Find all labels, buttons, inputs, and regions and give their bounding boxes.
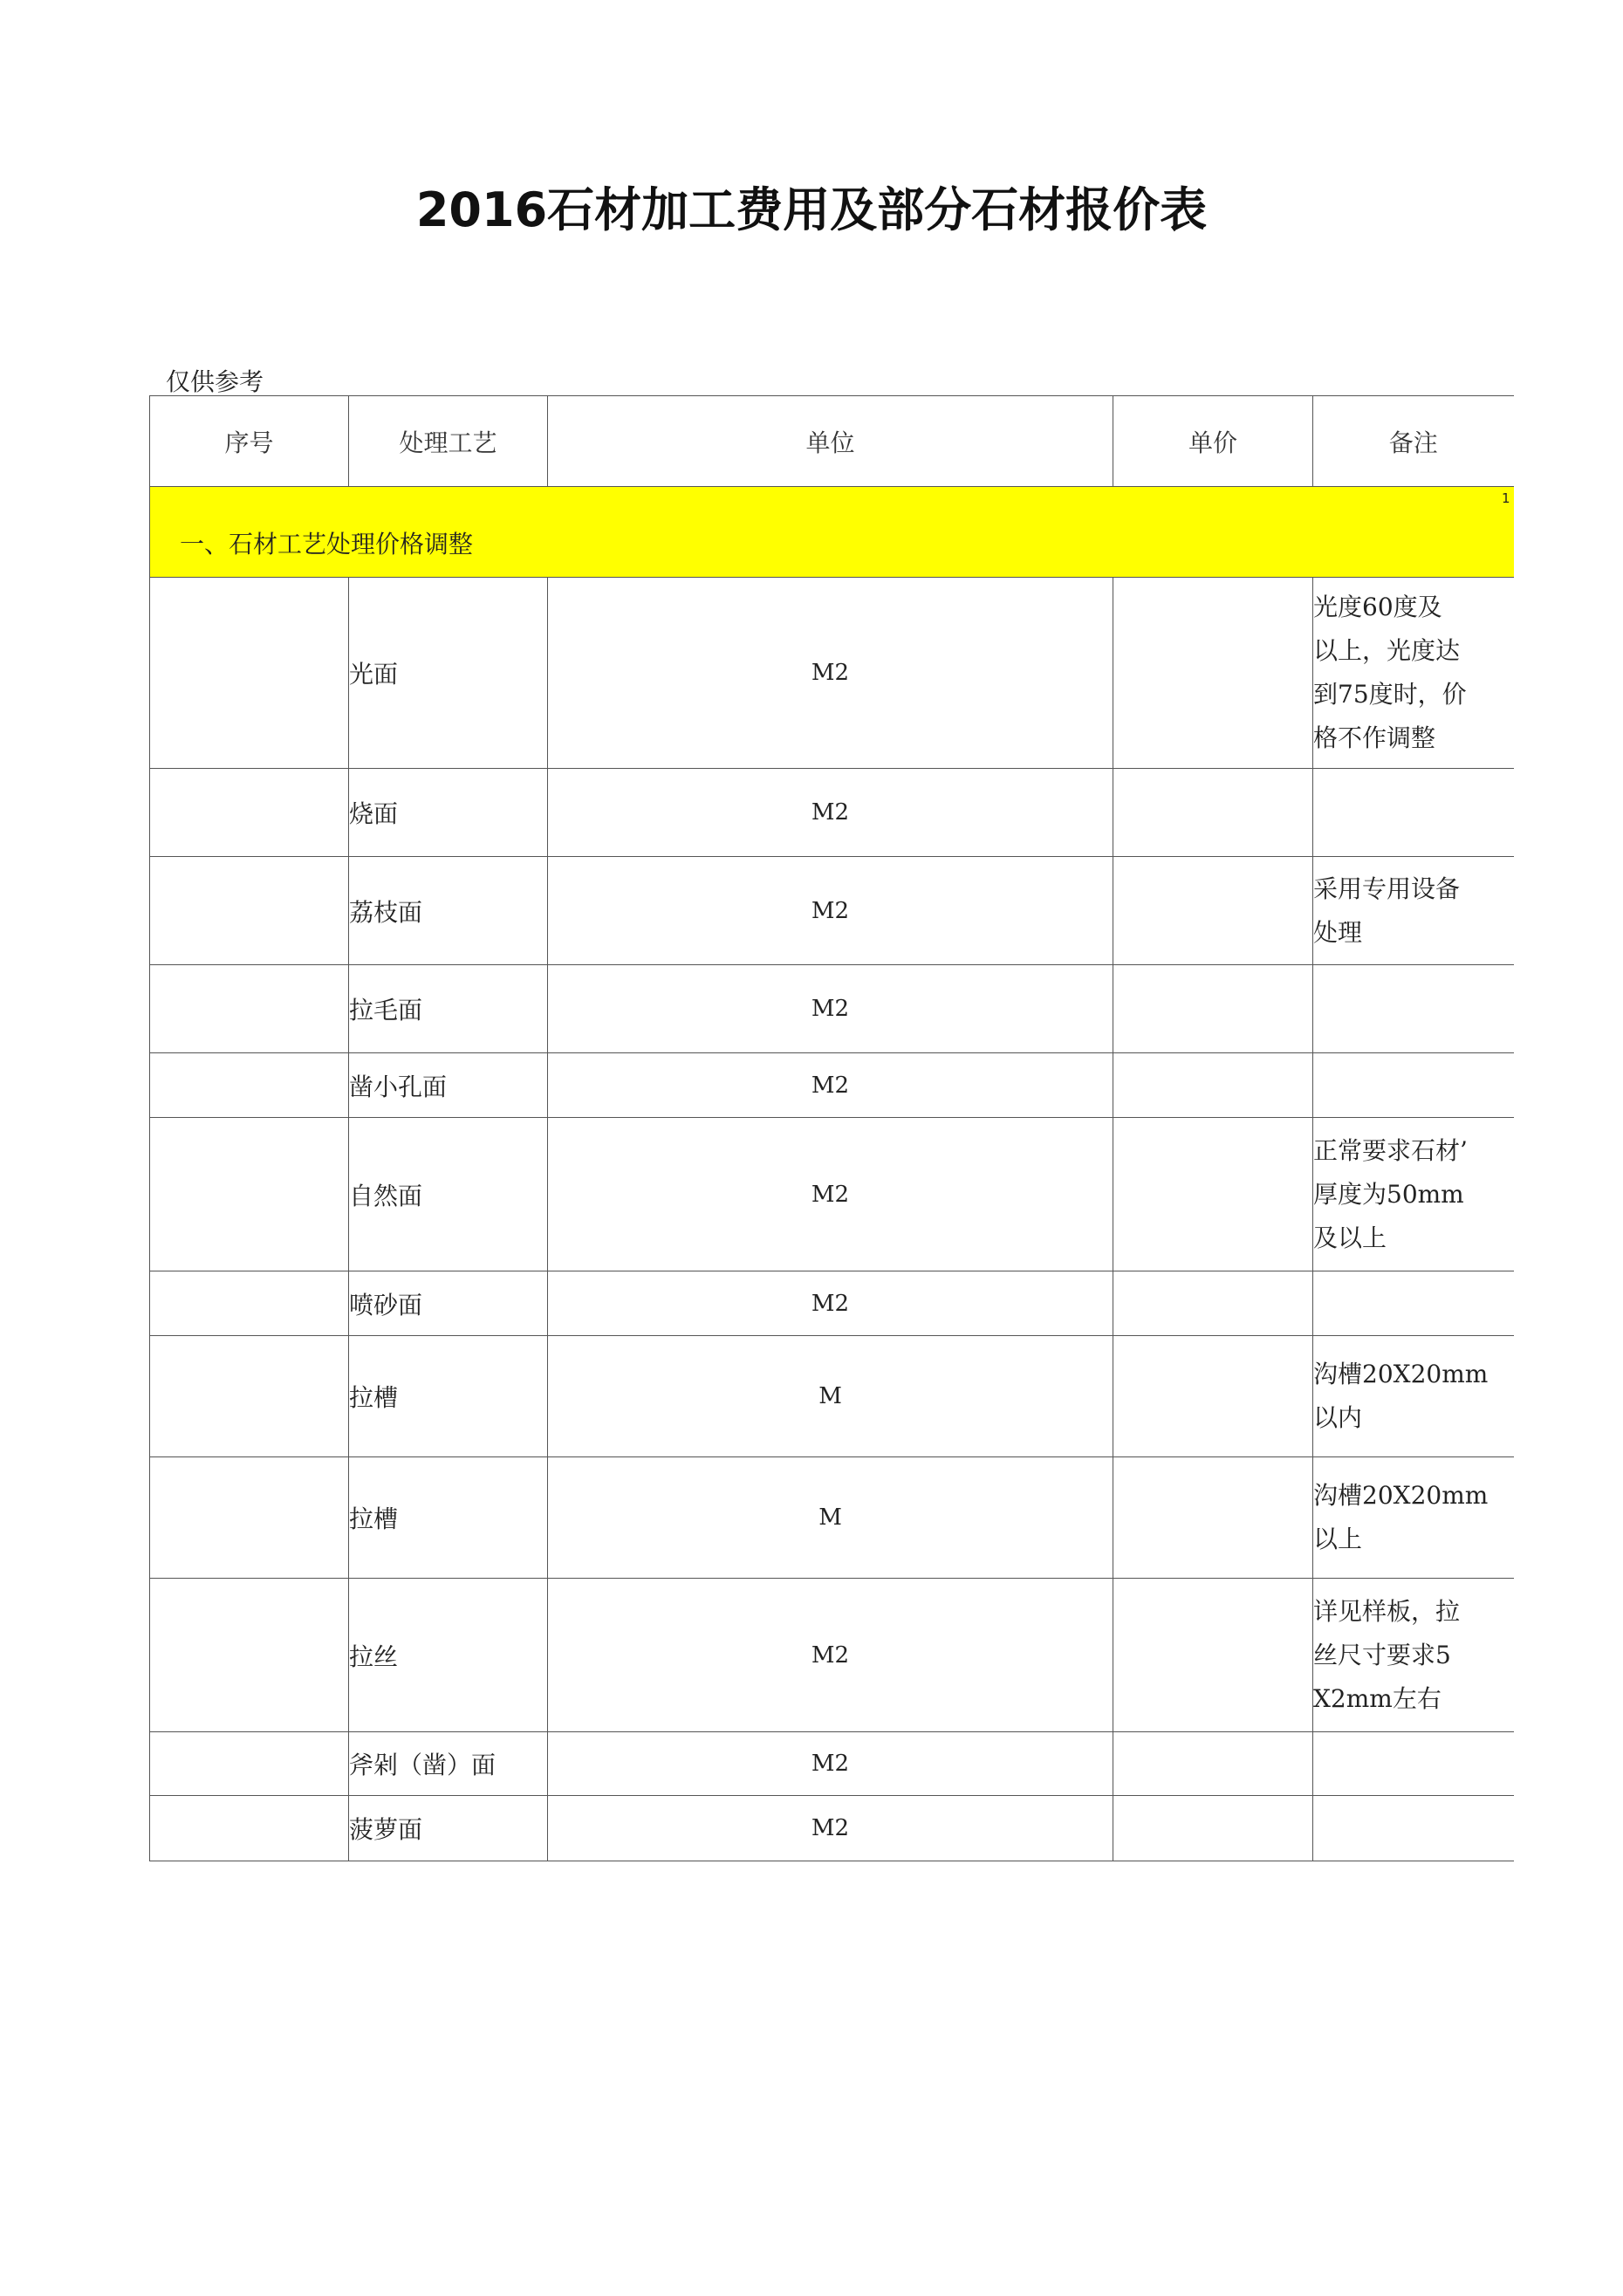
process-cell: 烧面 [349, 769, 548, 857]
process-cell: 斧剁（凿）面 [349, 1732, 548, 1796]
seq-cell [150, 1457, 349, 1579]
seq-cell [150, 1336, 349, 1457]
price-cell [1113, 857, 1313, 965]
price-table [149, 395, 1514, 1861]
note-cell [1313, 1796, 1514, 1861]
note-cell: 沟槽20X20mm 以上 [1313, 1457, 1514, 1579]
process-cell: 自然面 [349, 1118, 548, 1271]
note-cell [1313, 965, 1514, 1053]
unit-cell: M2 [548, 1271, 1113, 1336]
note-cell [1313, 1053, 1514, 1118]
price-cell [1113, 965, 1313, 1053]
unit-cell: M2 [548, 1579, 1113, 1732]
table-row [150, 1579, 1514, 1732]
seq-cell [150, 1796, 349, 1861]
header-unit: 单位 [548, 396, 1113, 487]
unit-cell: M [548, 1336, 1113, 1457]
section-mark: 1 [1501, 490, 1510, 506]
unit-cell: M [548, 1457, 1113, 1579]
table-row [150, 578, 1514, 769]
seq-cell [150, 1579, 349, 1732]
price-cell [1113, 1118, 1313, 1271]
note-cell: 光度60度及 以上，光度达 到75度时，价 格不作调整 [1313, 578, 1514, 769]
section-cell [150, 487, 1514, 578]
seq-cell [150, 1053, 349, 1118]
seq-cell [150, 1118, 349, 1271]
process-cell: 光面 [349, 578, 548, 769]
header-note: 备注 [1313, 396, 1514, 487]
table-row [150, 1053, 1514, 1118]
note-cell [1313, 1732, 1514, 1796]
process-cell: 喷砂面 [349, 1271, 548, 1336]
header-seq: 序号 [150, 396, 349, 487]
process-cell: 荔枝面 [349, 857, 548, 965]
unit-cell: M2 [548, 965, 1113, 1053]
price-cell [1113, 769, 1313, 857]
table-row [150, 1732, 1514, 1796]
price-cell [1113, 1796, 1313, 1861]
table-header-row [150, 396, 1514, 487]
seq-cell [150, 1271, 349, 1336]
price-cell [1113, 1336, 1313, 1457]
price-cell [1113, 1732, 1313, 1796]
seq-cell [150, 857, 349, 965]
header-price: 单价 [1113, 396, 1313, 487]
price-cell [1113, 578, 1313, 769]
unit-cell: M2 [548, 1732, 1113, 1796]
process-cell: 拉毛面 [349, 965, 548, 1053]
table-row [150, 769, 1514, 857]
note-cell: 沟槽20X20mm 以内 [1313, 1336, 1514, 1457]
price-cell [1113, 1579, 1313, 1732]
section-label: 一、石材工艺处理价格调整 [180, 530, 474, 559]
table-row [150, 1336, 1514, 1457]
seq-cell [150, 578, 349, 769]
unit-cell: M2 [548, 1796, 1113, 1861]
process-cell: 拉槽 [349, 1336, 548, 1457]
unit-cell: M2 [548, 1053, 1113, 1118]
table-row [150, 965, 1514, 1053]
process-cell: 拉丝 [349, 1579, 548, 1732]
process-cell: 菠萝面 [349, 1796, 548, 1861]
table-row [150, 1118, 1514, 1271]
unit-cell: M2 [548, 769, 1113, 857]
unit-cell: M2 [548, 578, 1113, 769]
price-cell [1113, 1457, 1313, 1579]
document-title: 2016石材加工费用及部分石材报价表 [415, 182, 1208, 237]
section-row [150, 487, 1514, 578]
unit-cell: M2 [548, 857, 1113, 965]
note-cell: 正常要求石材’ 厚度为50mm 及以上 [1313, 1118, 1514, 1271]
seq-cell [150, 1732, 349, 1796]
table-row [150, 1457, 1514, 1579]
table-row [150, 857, 1514, 965]
seq-cell [150, 965, 349, 1053]
process-cell: 拉槽 [349, 1457, 548, 1579]
process-cell: 凿小孔面 [349, 1053, 548, 1118]
note-cell [1313, 1271, 1514, 1336]
table-row [150, 1796, 1514, 1861]
table-row [150, 1271, 1514, 1336]
header-process: 处理工艺 [349, 396, 548, 487]
note-cell: 详见样板，拉 丝尺寸要求5 X2mm左右 [1313, 1579, 1514, 1732]
price-cell [1113, 1271, 1313, 1336]
price-cell [1113, 1053, 1313, 1118]
note-cell [1313, 769, 1514, 857]
note-cell: 采用专用设备 处理 [1313, 857, 1514, 965]
seq-cell [150, 769, 349, 857]
unit-cell: M2 [548, 1118, 1113, 1271]
reference-note: 仅供参考 [166, 367, 264, 396]
